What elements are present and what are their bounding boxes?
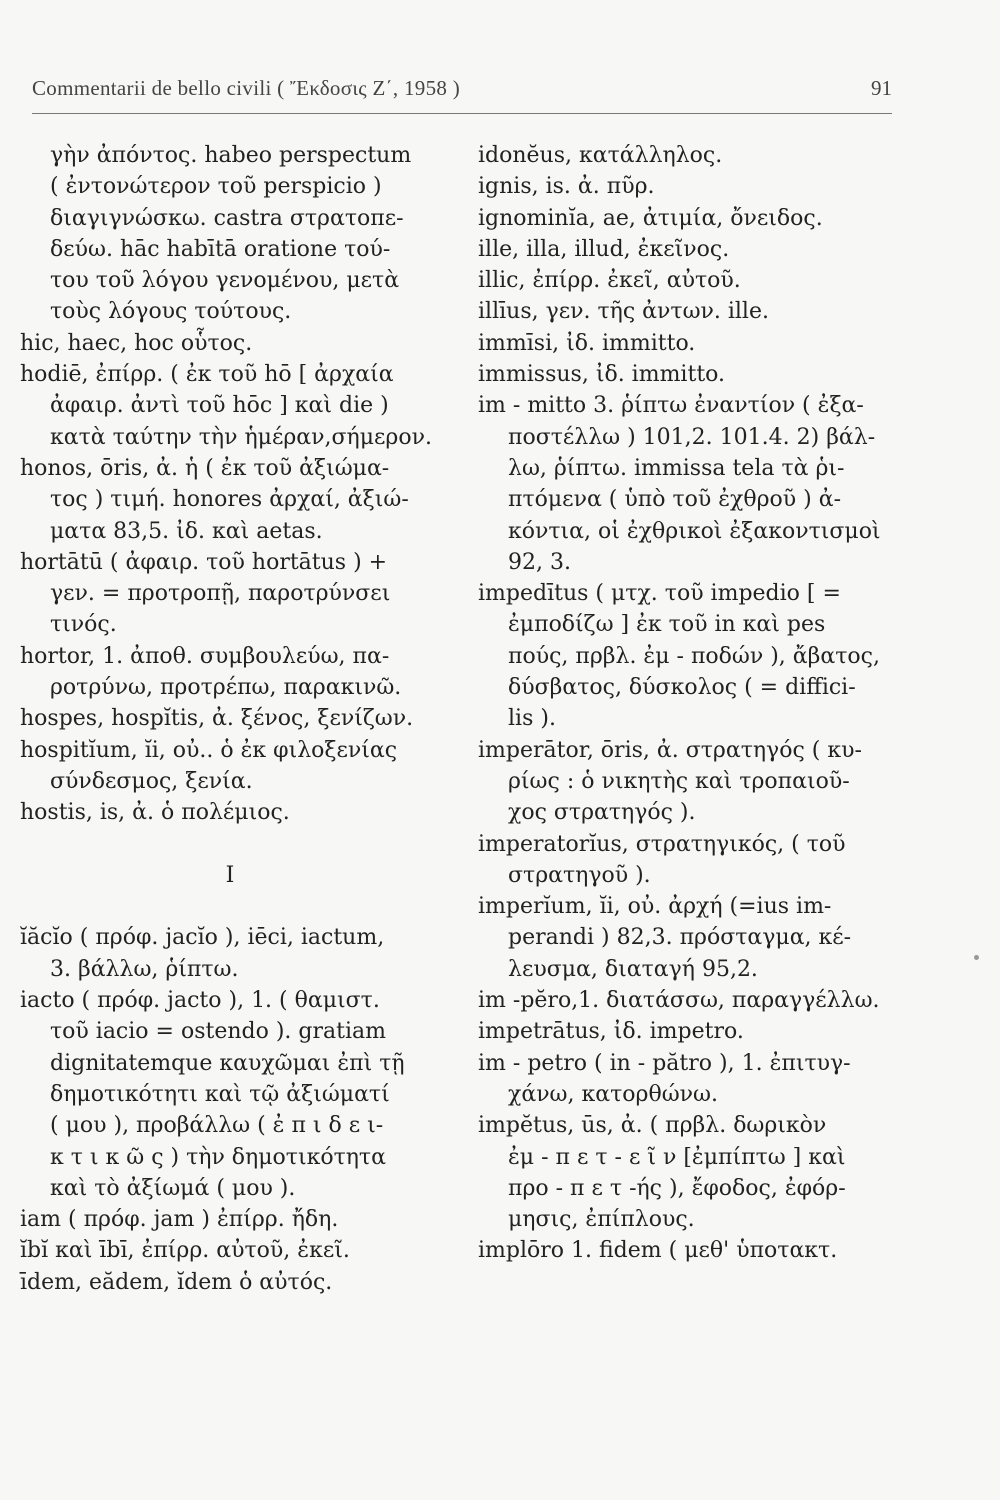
entry-line: imperatorĭus, στρατηγικός, ( τοῦ [478,831,846,857]
entry-line: χος στρατηγός ). [508,800,696,826]
entry-line: iacto ( πρόφ. jacto ), 1. ( θαμιστ. [20,988,380,1014]
entry-line: ĭbĭ καὶ ībī, ἐπίρρ. αὐτοῦ, ἐκεῖ. [20,1238,350,1264]
entry-line: πούς, πρβλ. ἐμ - ποδών ), ἄβατος, [508,643,880,669]
margin-speck [974,955,979,960]
entry-line: χάνω, κατορθώνω. [508,1081,718,1107]
entry-line: implōro 1. fidem ( μεθ' ὑποτακτ. [478,1238,838,1264]
entry-line: τοῦ iacio = ostendo ). gratiam [50,1019,386,1045]
entry-line: κ τ ι κ ῶ ς ) τὴν δημοτικότητα [50,1144,386,1170]
entry-line: λευσμα, διαταγή 95,2. [508,956,758,982]
entry-line: ignominĭa, ae, ἀτιμία, ὄνειδος. [478,205,823,231]
entry-line: im - petro ( in - pătro ), 1. ἐπιτυγ- [478,1050,851,1076]
entry-line: impedītus ( μτχ. τοῦ impedio [ = [478,581,841,607]
entry-line: hodiē, ἐπίρρ. ( ἐκ τοῦ hō [ ἀρχαία [20,362,394,388]
entry-line: γὴν ἀπόντος. habeo perspectum [50,143,412,168]
entry-line: τοὺς λόγους τούτους. [50,299,292,325]
entry-line: διαγιγνώσκω. castra στρατοπε- [50,205,404,231]
entry-line: imperĭum, ĭi, οὐ. ἀρχή (=ius im- [478,894,832,920]
entry-line: impĕtus, ūs, ἀ. ( πρβλ. δωρικὸν [478,1113,827,1139]
entry-line: ille, illa, illud, ἐκεῖνος. [478,236,730,262]
entry-line [20,829,460,860]
entry-line: ἐμ - π ε τ - ε ῖ ν [ἐμπίπτω ] καὶ [508,1144,846,1170]
entry-line [20,891,460,922]
entry-line: hortor, 1. ἀποθ. συμβουλεύω, πα- [20,643,390,669]
entry-line: 92, 3. [508,549,571,575]
entry-line: im -pĕro,1. διατάσσω, παραγγέλλω. [478,988,880,1014]
entry-line: ροτρύνω, προτρέπω, παρακινῶ. [50,675,402,701]
entry-line: τινός. [50,612,117,638]
entry-line: γεν. = προτροπῇ, παροτρύνσει [50,581,391,607]
entry-line: δημοτικότητι καὶ τῷ ἀξιώματί [50,1081,390,1107]
entry-line: μησις, ἐπίπλους. [508,1207,695,1233]
entry-line: hospitĭum, ĭi, οὐ.. ὁ ἐκ φιλοξενίας [20,737,398,763]
entry-line: dignitatemque καυχῶμαι ἐπὶ τῇ [50,1050,405,1076]
entry-line: ματα 83,5. ἰδ. καὶ aetas. [50,518,323,544]
running-title: Commentarii de bello civili ( Ἔκδοσις Ζ΄, 1958 ) [32,76,461,100]
entry-line: πτόμενα ( ὑπὸ τοῦ ἐχθροῦ ) ἀ- [508,487,842,513]
entry-line: illic, ἐπίρρ. ἐκεῖ, αὐτοῦ. [478,268,741,294]
entry-line: ( μου ), προβάλλω ( ἐ π ι δ ε ι- [50,1113,384,1139]
right-column [478,140,908,1267]
entry-line: hortātū ( ἀφαιρ. τοῦ hortātus ) + [20,549,388,575]
left-column [20,140,460,1298]
entry-line: immīsi, ἰδ. immitto. [478,330,696,356]
entry-line: impetrātus, ἰδ. impetro. [478,1019,744,1045]
entry-line: ignis, is. ἀ. πῦρ. [478,174,655,200]
entry-line: κατὰ ταύτην τὴν ἡμέραν,σήμερον. [50,424,432,450]
entry-line: imperātor, ōris, ἀ. στρατηγός ( κυ- [478,737,862,763]
running-header [32,76,892,106]
entry-line: κόντια, οἱ ἐχθρικοὶ ἐξακοντισμοὶ [508,518,881,544]
entry-line: του τοῦ λόγου γενομένου, μετὰ [50,268,400,294]
entry-line: λω, ῥίπτω. immissa tela τὰ ῥι- [508,455,845,481]
entry-line: perandi ) 82,3. πρόσταγμα, κέ- [508,925,852,951]
entry-line: ἐμποδίζω ] ἐκ τοῦ in καὶ pes [508,612,826,638]
entry-line: ἀφαιρ. ἀντὶ τοῦ hōc ] καὶ die ) [50,393,389,419]
entry-line: immissus, ἰδ. immitto. [478,362,726,388]
entry-line: προ - π ε τ -ής ), ἔφοδος, ἐφόρ- [508,1175,846,1201]
entry-line: σύνδεσμος, ξενία. [50,768,253,794]
entry-line: hospes, hospĭtis, ἀ. ξένος, ξενίζων. [20,706,414,732]
entry-line: ( ἐντονώτερον τοῦ perspicio ) [50,174,382,200]
entry-line: ρίως : ὁ νικητὴς καὶ τροπαιοῦ- [508,768,850,794]
section-heading: I [225,862,235,888]
page-number: 91 [871,76,892,100]
entry-line: honos, ōris, ἀ. ἡ ( ἐκ τοῦ ἀξιώμα- [20,455,390,481]
entry-line: ποστέλλω ) 101,2. 101.4. 2) βάλ- [508,424,876,450]
entry-line: καὶ τὸ ἀξίωμά ( μου ). [50,1175,296,1201]
entry-line: lis ). [508,706,556,732]
entry-line: 3. βάλλω, ῥίπτω. [50,956,239,982]
entry-line: illīus, γεν. τῆς ἀντων. ille. [478,299,769,325]
entry-line: hostis, is, ἀ. ὁ πολέμιος. [20,800,290,826]
entry-line: δύσβατος, δύσκολος ( = diffici- [508,675,856,701]
entry-line: ĭăcĭo ( πρόφ. jacĭo ), iēci, iactum, [20,925,385,951]
entry-line: im - mitto 3. ῥίπτω ἐναντίον ( ἐξα- [478,393,864,419]
entry-line: hic, haec, hoc οὗτος. [20,330,253,356]
entry-line: idonĕus, κατάλληλος. [478,143,723,168]
header-rule [32,113,892,114]
entry-line: δεύω. hāc habītā oratione τού- [50,236,391,262]
entry-line: τος ) τιμή. honores ἀρχαί, ἀξιώ- [50,487,409,513]
entry-line: īdem, eădem, ĭdem ὁ αὐτός. [20,1269,333,1295]
entry-line: στρατηγοῦ ). [508,862,651,888]
entry-line: iam ( πρόφ. jam ) ἐπίρρ. ἤδη. [20,1207,339,1233]
